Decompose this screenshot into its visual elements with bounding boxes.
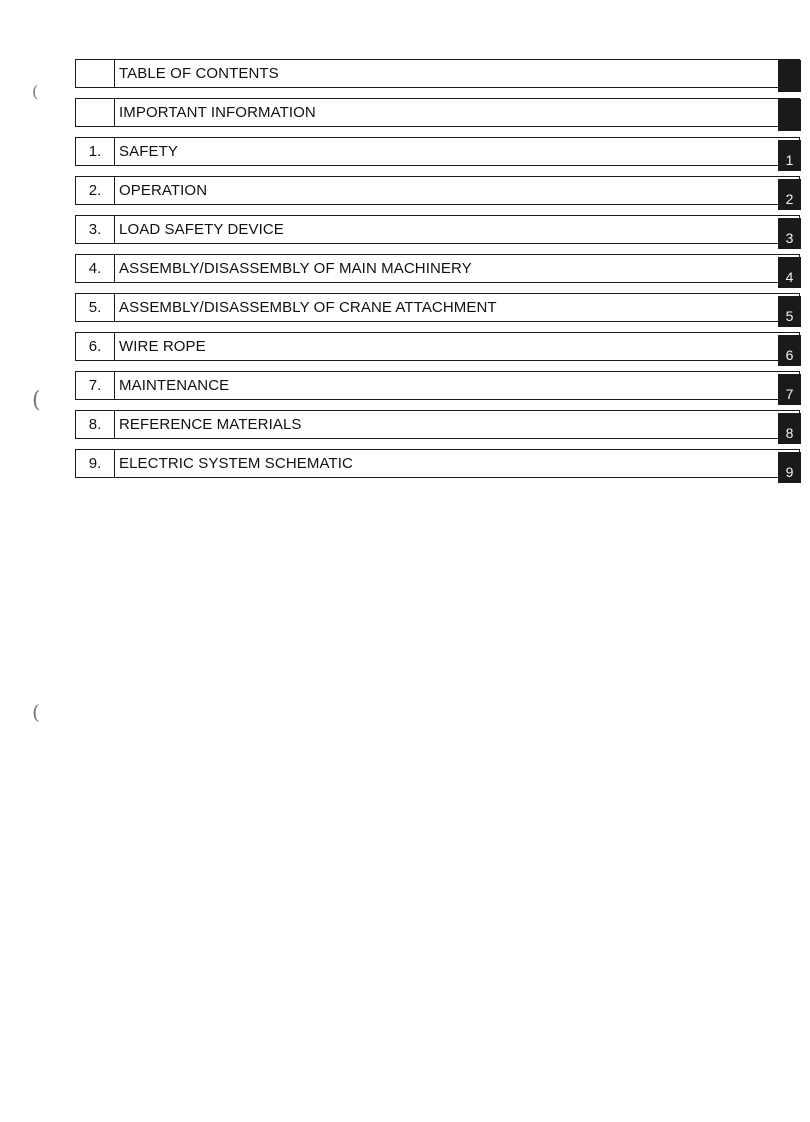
toc-number: 1. bbox=[76, 138, 115, 165]
toc-title: TABLE OF CONTENTS bbox=[119, 65, 279, 82]
toc-title: OPERATION bbox=[119, 182, 208, 199]
toc-row-maintenance[interactable] bbox=[75, 371, 800, 400]
toc-row-load-safety-device[interactable] bbox=[75, 215, 800, 244]
toc-number: 4. bbox=[76, 255, 115, 282]
toc-row-important-information[interactable] bbox=[75, 98, 800, 127]
toc-number bbox=[76, 60, 115, 87]
section-tab-6[interactable]: 6 bbox=[778, 335, 801, 366]
toc-row-operation[interactable] bbox=[75, 176, 800, 205]
toc-row-safety[interactable] bbox=[75, 137, 800, 166]
toc-title: LOAD SAFETY DEVICE bbox=[119, 221, 284, 238]
toc-number: 3. bbox=[76, 216, 115, 243]
toc-title: REFERENCE MATERIALS bbox=[119, 416, 302, 433]
table-of-contents bbox=[75, 59, 800, 488]
toc-row-electric-system-schematic[interactable] bbox=[75, 449, 800, 478]
section-tab-2[interactable]: 2 bbox=[778, 179, 801, 210]
toc-number: 2. bbox=[76, 177, 115, 204]
toc-row-reference-materials[interactable] bbox=[75, 410, 800, 439]
section-tab[interactable] bbox=[778, 99, 801, 131]
toc-title: WIRE ROPE bbox=[119, 338, 206, 355]
toc-number: 9. bbox=[76, 450, 115, 477]
toc-row-table-of-contents[interactable] bbox=[75, 59, 800, 88]
toc-number: 5. bbox=[76, 294, 115, 321]
toc-title: IMPORTANT INFORMATION bbox=[119, 104, 316, 121]
section-tab-3[interactable]: 3 bbox=[778, 218, 801, 249]
toc-title: ASSEMBLY/DISASSEMBLY OF MAIN MACHINERY bbox=[119, 260, 472, 277]
section-tab-9[interactable]: 9 bbox=[778, 452, 801, 483]
toc-row-crane-attachment[interactable] bbox=[75, 293, 800, 322]
toc-number: 8. bbox=[76, 411, 115, 438]
binder-mark: ( bbox=[32, 82, 39, 101]
toc-title: SAFETY bbox=[119, 143, 178, 160]
toc-row-wire-rope[interactable] bbox=[75, 332, 800, 361]
toc-title: ASSEMBLY/DISASSEMBLY OF CRANE ATTACHMENT bbox=[119, 299, 497, 316]
toc-number: 6. bbox=[76, 333, 115, 360]
binder-mark: ( bbox=[32, 388, 41, 413]
toc-number: 7. bbox=[76, 372, 115, 399]
toc-title: MAINTENANCE bbox=[119, 377, 230, 394]
toc-row-main-machinery[interactable] bbox=[75, 254, 800, 283]
section-tab-5[interactable]: 5 bbox=[778, 296, 801, 327]
toc-number bbox=[76, 99, 115, 126]
section-tab-1[interactable]: 1 bbox=[778, 140, 801, 171]
toc-title: ELECTRIC SYSTEM SCHEMATIC bbox=[119, 455, 353, 472]
section-tab[interactable] bbox=[778, 60, 801, 92]
section-tab-4[interactable]: 4 bbox=[778, 257, 801, 288]
section-tab-8[interactable]: 8 bbox=[778, 413, 801, 444]
section-tab-7[interactable]: 7 bbox=[778, 374, 801, 405]
binder-mark: ( bbox=[32, 700, 40, 724]
